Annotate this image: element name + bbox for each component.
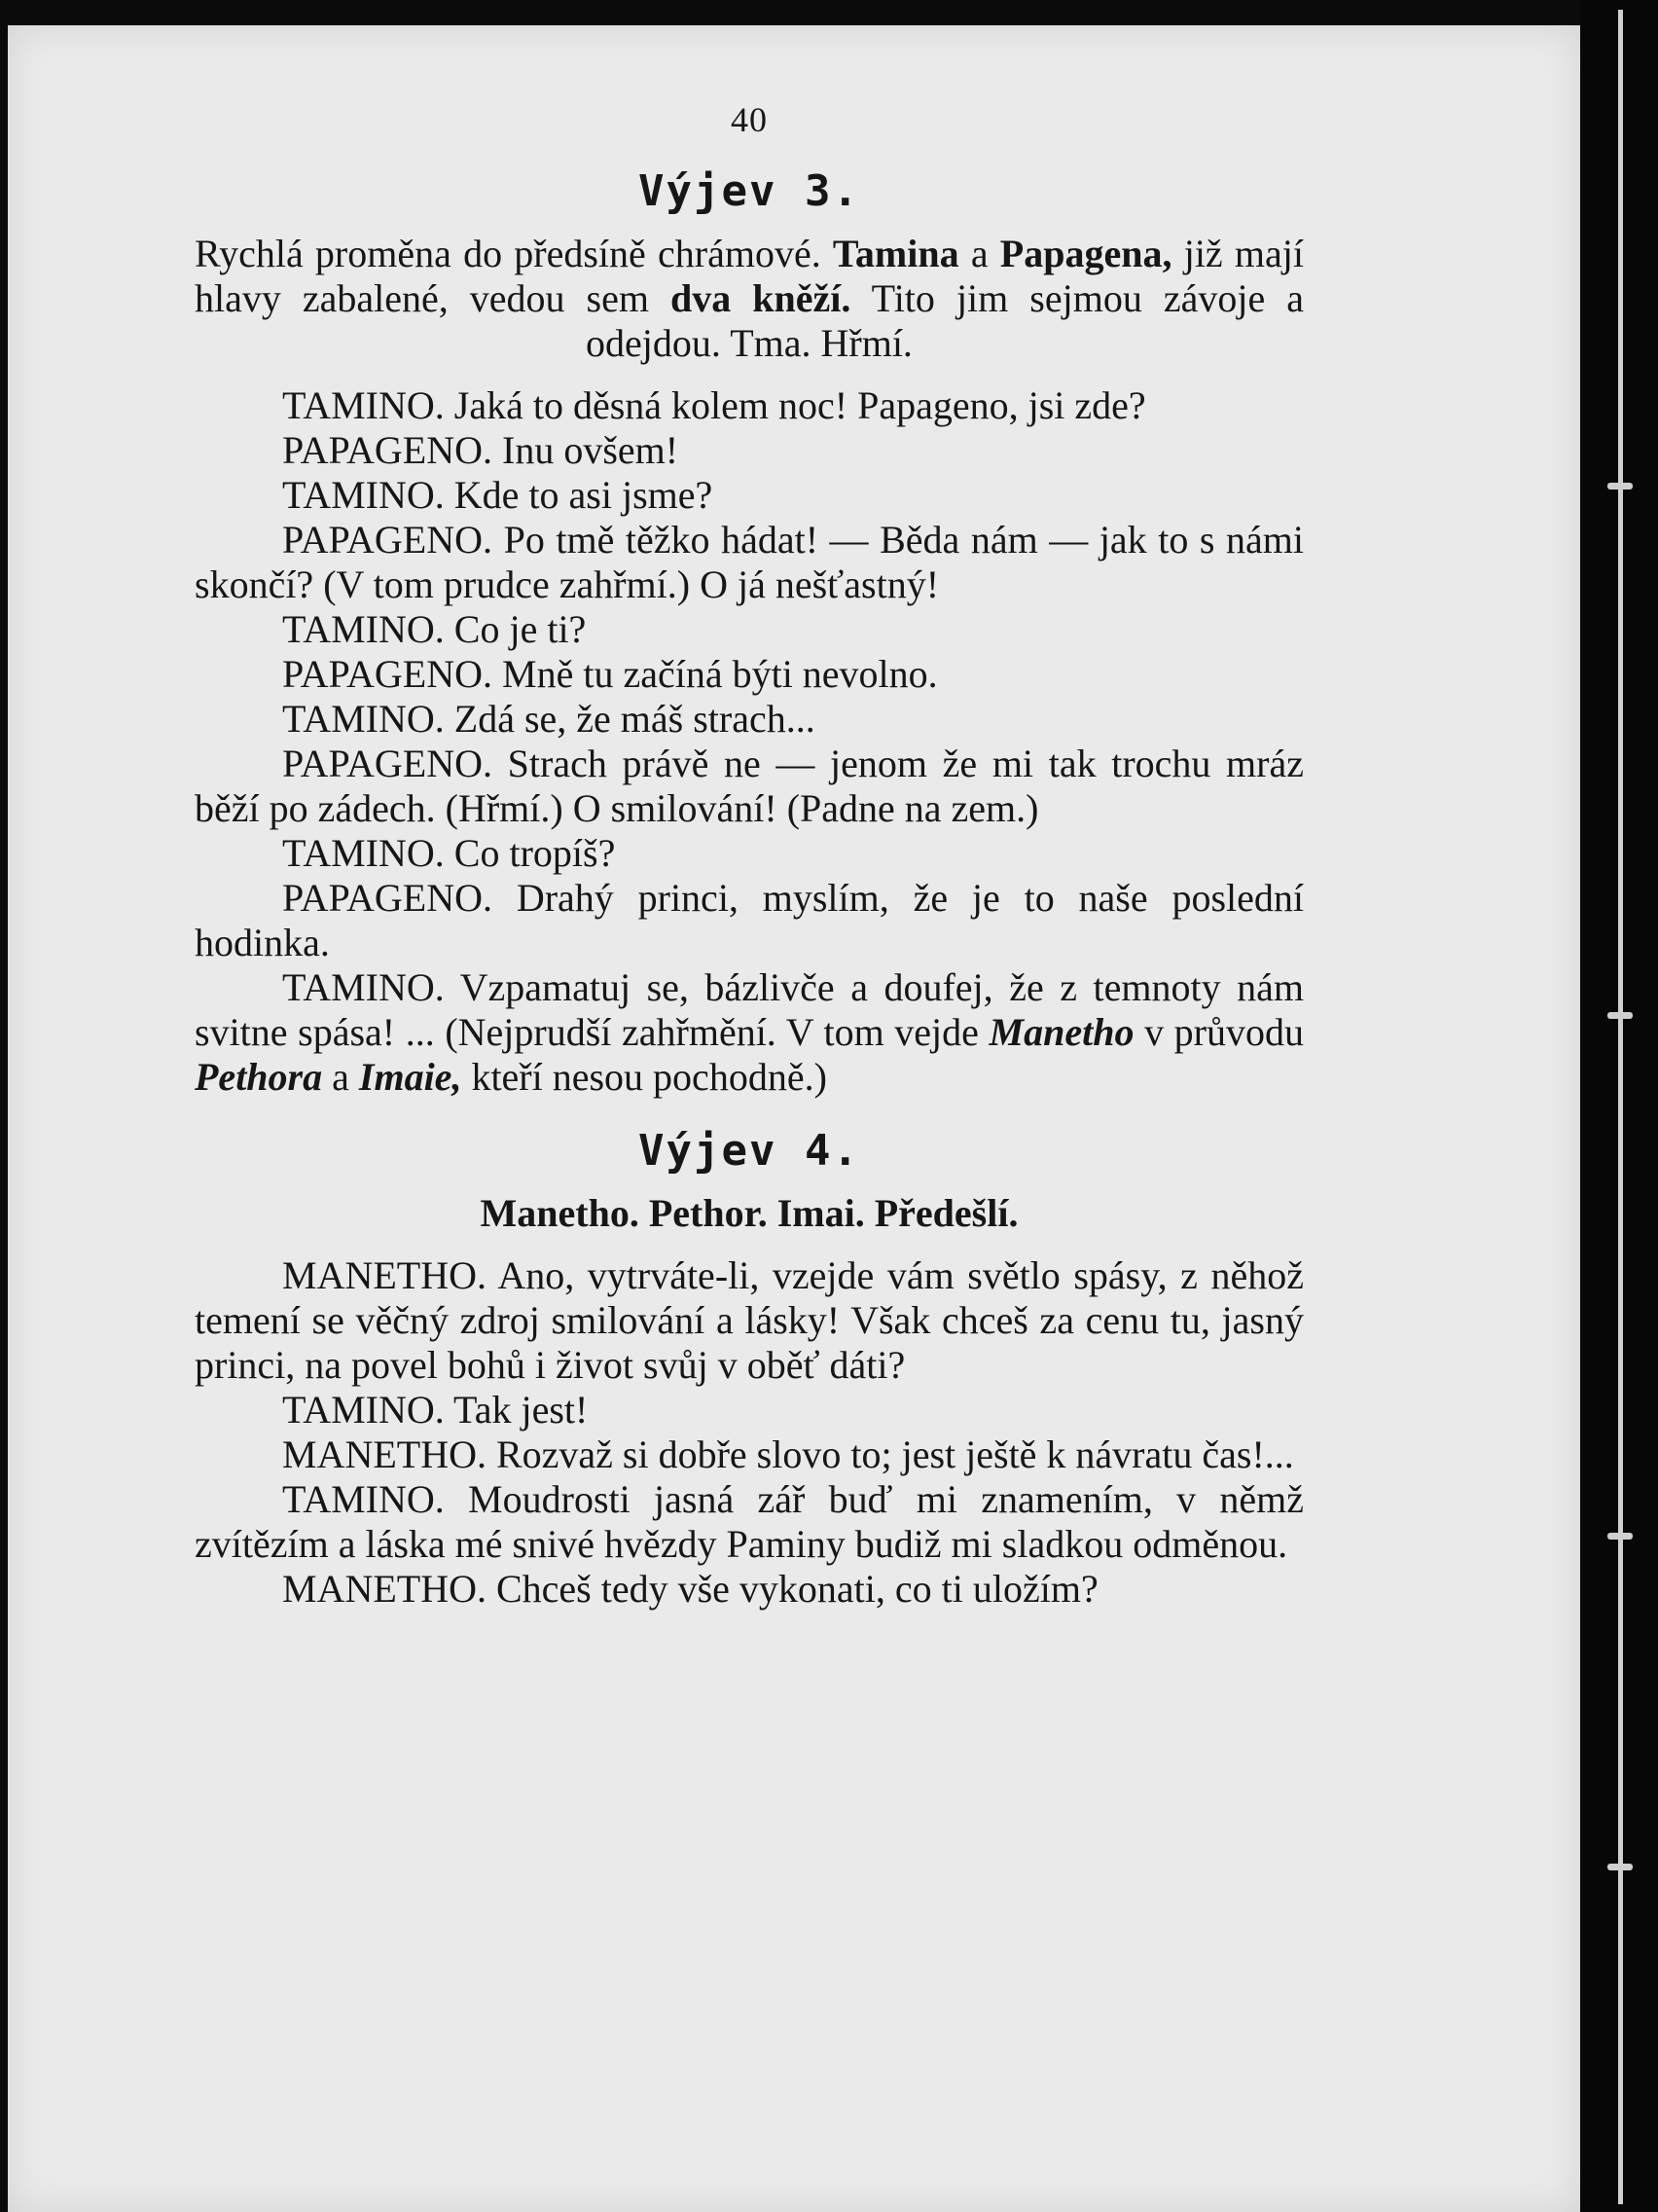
dialogue-text: TAMINO. Vzpamatuj se, bázlivče a doufej, že z temnoty nám svitne spása! ... (Nejprudší zahřmění. V tom vejde [195,965,1304,1054]
scene-4-stage-direction: Manetho. Pethor. Imai. Předešlí. [480,1191,1019,1235]
dialogue-line: TAMINO. Jaká to děsná kolem noc! Papageno, jsi zde? [282,383,1146,427]
dialogue-line: TAMINO. Co je ti? [282,607,587,651]
dialogue-line: PAPAGENO. Drahý princi, myslím, že je to naše poslední hodinka. [195,876,1304,964]
dialogue-line: MANETHO. Rozvaž si dobře slovo to; jest ještě k návratu čas!... [282,1432,1294,1476]
dialogue-text: v průvodu [1134,1010,1304,1054]
dialogue-line: TAMINO. Moudrosti jasná zář buď mi znamením, v němž zvítězím a láska mé snivé hvězdy Paminy budiž mi sladkou odměnou. [195,1477,1304,1566]
stage-text: Rychlá proměna do předsíně chrámové. [195,232,833,275]
page-text [195,97,1304,1612]
dialogue-line: PAPAGENO. Strach právě ne — jenom že mi tak trochu mráz běží po zádech. (Hřmí.) O smilování! (Padne na zem.) [195,742,1304,830]
dialogue-line: PAPAGENO. Mně tu začíná býti nevolno. [282,652,938,696]
dialogue-line: PAPAGENO. Inu ovšem! [282,428,679,472]
stage-name-priests: dva kněží. [670,276,851,320]
scene-4-heading: Výjev 4. [638,1126,860,1176]
stage-text: Tito jim sejmou závoje a odejdou. Tma. Hřmí. [586,276,1304,365]
binding-notch [1607,483,1633,490]
dialogue-text: a [322,1055,359,1099]
character-name-manetho: Manetho [989,1010,1135,1054]
binding-edge [1618,10,1623,2204]
page-number: 40 [731,100,768,139]
character-name-pethora: Pethora [195,1055,323,1099]
dialogue-line: TAMINO. Kde to asi jsme? [282,473,713,517]
scene-3-stage-direction [195,232,1304,366]
dialogue-line: TAMINO. Co tropíš? [282,831,616,875]
stage-name-tamina: Tamina [832,232,959,275]
dialogue-line: MANETHO. Chceš tedy vše vykonati, co ti uložím? [282,1567,1099,1611]
binding-notch [1607,1533,1633,1540]
stage-name-papagena: Papagena, [999,232,1172,275]
dialogue-line: TAMINO. Zdá se, že máš strach... [282,697,815,741]
dialogue-line: PAPAGENO. Po tmě těžko hádat! — Běda nám — jak to s námi skončí? (V tom prudce zahřmí.) O já nešťastný! [195,518,1304,606]
stage-text: již mají hlavy zabalené, vedou sem [195,232,1304,320]
dialogue-line-with-stage-direction [195,965,1304,1100]
binding-notch [1607,1864,1633,1870]
stage-text: a [958,232,1000,275]
binding-notch [1607,1012,1633,1019]
scene-3-heading: Výjev 3. [638,166,860,216]
dialogue-line: MANETHO. Ano, vytrváte-li, vzejde vám světlo spásy, z něhož temení se věčný zdroj smilování a lásky! Však chceš za cenu tu, jasný princi, na povel bohů i život svůj v oběť dáti? [195,1253,1304,1387]
dialogue-line: TAMINO. Tak jest! [282,1388,589,1432]
book-binding [1580,0,1658,2212]
dialogue-text: kteří nesou pochodně.) [461,1055,827,1099]
character-name-imaie: Imaie, [358,1055,462,1099]
